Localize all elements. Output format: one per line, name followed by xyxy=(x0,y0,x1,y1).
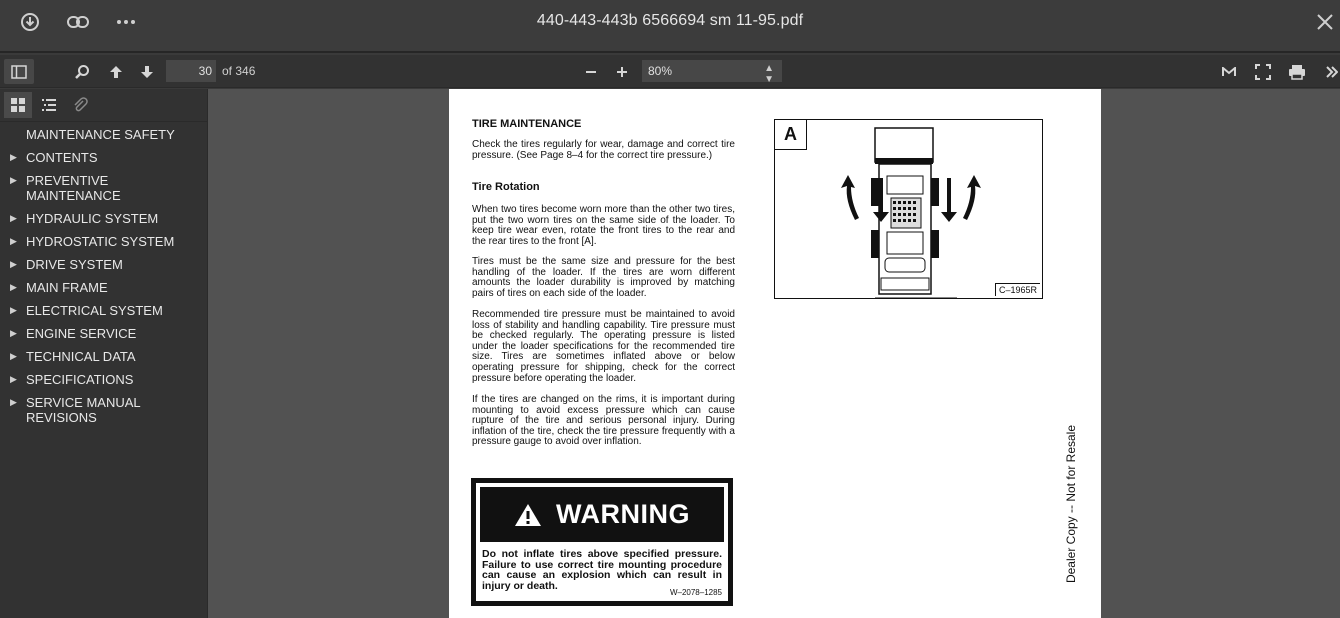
outline-item-service-manual-revisions[interactable]: ▶ SERVICE MANUAL REVISIONS xyxy=(10,395,141,425)
outline-item-preventive-maintenance[interactable]: ▶ PREVENTIVE MAINTENANCE xyxy=(10,173,121,203)
outline-item-hydrostatic-system[interactable]: ▶ HYDROSTATIC SYSTEM xyxy=(10,234,175,249)
search-icon[interactable] xyxy=(70,60,94,84)
sidebar-tabs xyxy=(4,92,97,118)
pdf-page xyxy=(449,89,1101,618)
outline-item-engine-service[interactable]: ▶ ENGINE SERVICE xyxy=(10,326,137,341)
attachments-tab[interactable] xyxy=(66,92,94,118)
paragraph-tire-check: Check the tires regularly for wear, damage and correct tire pressure. (See Page 8–4 for the correct tire pressure.) xyxy=(472,139,735,161)
zoom-out-icon[interactable] xyxy=(579,60,603,84)
page-total: of 346 xyxy=(222,64,256,78)
sidebar xyxy=(0,89,208,618)
expand-arrow-icon[interactable]: ▶ xyxy=(10,282,17,292)
figure-code: C–1965R xyxy=(995,283,1040,296)
document-viewer[interactable] xyxy=(208,89,1340,618)
warning-text: Do not inflate tires above specified pressure. Failure to use correct tire mounting procedure can cause an explosion which can result in injury or death. xyxy=(482,548,722,592)
chevron-up-down-icon: ▲ ▼ xyxy=(764,63,774,85)
expand-arrow-icon[interactable]: ▶ xyxy=(10,175,17,185)
thumbnails-tab[interactable] xyxy=(4,92,32,118)
paragraph-rim-change: If the tires are changed on the rims, it is important during mounting to avoid excess pressure which can cause rupture of the tire and serious personal injury. During inflation of the tire, check the tire pressure frequently with a pressure gauge to avoid over inflation. xyxy=(472,394,735,448)
viewer-toolbar xyxy=(0,55,1340,88)
page-number-input[interactable] xyxy=(166,60,216,82)
outline-item-technical-data[interactable]: ▶ TECHNICAL DATA xyxy=(10,349,136,364)
figure-label: A xyxy=(774,119,807,150)
print-icon[interactable] xyxy=(1285,60,1309,84)
outline-item-hydraulic-system[interactable]: ▶ HYDRAULIC SYSTEM xyxy=(10,211,159,226)
sidebar-toggle-button[interactable] xyxy=(4,59,34,84)
paragraph-size-pressure: Tires must be the same size and pressure for the best handling of the loader. If the tires are worn different amounts the loader durability is improved by matching pairs of tires on each side of the loader. xyxy=(472,256,735,299)
outline-item-contents[interactable]: ▶ CONTENTS xyxy=(10,150,98,165)
double-chevron-right-icon[interactable] xyxy=(1322,60,1340,84)
outline-item-main-frame[interactable]: ▶ MAIN FRAME xyxy=(10,280,108,295)
warning-header xyxy=(480,487,724,542)
previous-page-icon[interactable] xyxy=(104,60,128,84)
dealer-copy-note: Dealer Copy -- Not for Resale xyxy=(1064,424,1078,584)
outline-item-maintenance-safety[interactable]: MAINTENANCE SAFETY xyxy=(26,127,175,142)
warning-inner xyxy=(476,483,728,601)
tire-rotation-figure xyxy=(774,119,1043,299)
document-outline xyxy=(0,127,207,433)
expand-arrow-icon[interactable]: ▶ xyxy=(10,374,17,384)
fit-page-icon[interactable] xyxy=(1217,60,1241,84)
next-page-icon[interactable] xyxy=(135,60,159,84)
expand-arrow-icon[interactable]: ▶ xyxy=(10,152,17,162)
paragraph-rotation: When two tires become worn more than the other two tires, put the two worn tires on the same side of the loader. To keep tire wear even, rotate the front tires to the rear and the rear tires to the front [A]. xyxy=(472,204,735,247)
warning-triangle-icon xyxy=(514,503,542,527)
expand-arrow-icon[interactable]: ▶ xyxy=(10,236,17,246)
warning-code: W–2078–1285 xyxy=(669,588,722,597)
loader-diagram xyxy=(775,120,1042,298)
sidebar-divider xyxy=(0,121,207,122)
section-heading: TIRE MAINTENANCE xyxy=(472,118,582,130)
expand-arrow-icon[interactable]: ▶ xyxy=(10,328,17,338)
expand-arrow-icon[interactable]: ▶ xyxy=(10,305,17,315)
list-icon xyxy=(41,97,57,113)
paperclip-icon xyxy=(72,97,88,113)
outline-item-specifications[interactable]: ▶ SPECIFICATIONS xyxy=(10,372,134,387)
paragraph-recommended-pressure: Recommended tire pressure must be maintained to avoid loss of stability and handling capability. Tire pressure must be checked regularly. The operating pressure is listed under the loader specifications for the recommended tire size. Tires are sometimes inflated above or below operating pressure for shipping, check for the correct pressure before operating the loader. xyxy=(472,309,735,384)
document-title: 440-443-443b 6566694 sm 11-95.pdf xyxy=(536,12,804,29)
outline-tab[interactable] xyxy=(35,92,63,118)
zoom-select[interactable] xyxy=(642,60,782,85)
zoom-in-icon[interactable] xyxy=(610,60,634,84)
fullscreen-icon[interactable] xyxy=(1251,60,1275,84)
expand-arrow-icon[interactable]: ▶ xyxy=(10,397,17,407)
zoom-value: 80% xyxy=(648,64,673,78)
subsection-heading: Tire Rotation xyxy=(472,181,540,193)
warning-title: WARNING xyxy=(556,499,690,529)
grid-icon xyxy=(10,97,26,113)
expand-arrow-icon[interactable]: ▶ xyxy=(10,351,17,361)
warning-box xyxy=(471,478,733,606)
outline-item-electrical-system[interactable]: ▶ ELECTRICAL SYSTEM xyxy=(10,303,163,318)
title-bar xyxy=(0,0,1340,53)
close-icon[interactable] xyxy=(1312,9,1338,35)
expand-arrow-icon[interactable]: ▶ xyxy=(10,259,17,269)
expand-arrow-icon[interactable]: ▶ xyxy=(10,213,17,223)
outline-item-drive-system[interactable]: ▶ DRIVE SYSTEM xyxy=(10,257,123,272)
